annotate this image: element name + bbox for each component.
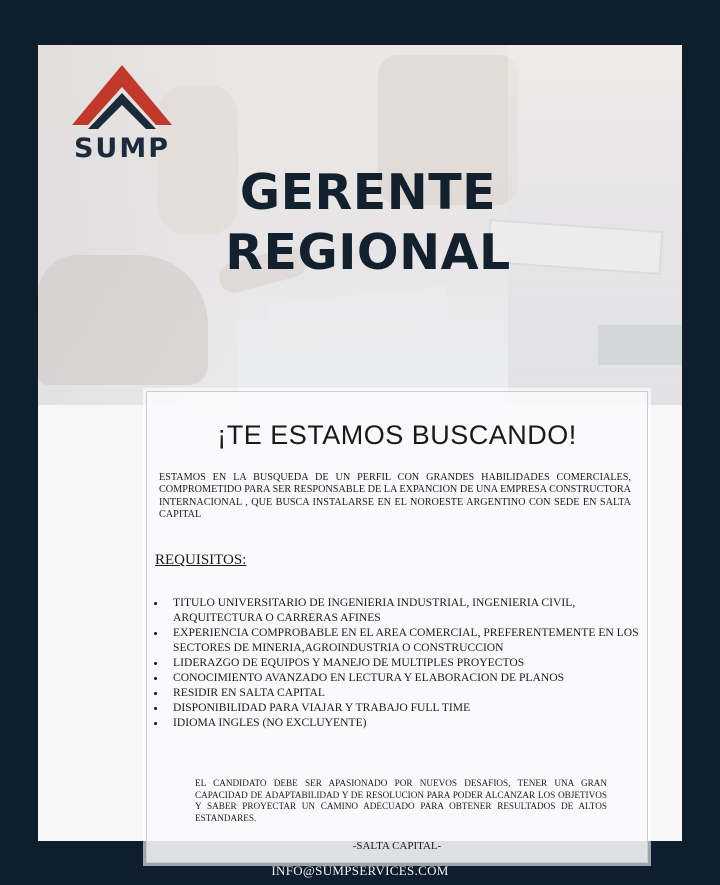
footer-email-link[interactable]: INFO@SUMPSERVICES.COM xyxy=(271,863,449,878)
footer-call-to-action: ¡ENVIANOS TU CV! xyxy=(324,850,396,859)
list-item: • TITULO UNIVERSITARIO DE INGENIERIA INDUSTRIAL, INGENIERIA CIVIL, ARQUITECTURA O CARRERAS AFINES xyxy=(167,595,653,625)
closing-paragraph: EL CANDIDATO DEBE SER APASIONADO POR NUEVOS DESAFIOS, TENER UNA GRAN CAPACIDAD DE ADAPTABILIDAD Y DE RESOLUCION PARA PODER ALCANZAR LOS OBJETIVOS Y SABER PROYECTAR UN CAMINO ADECUADO PARA OBTENER RESULTADOS DE ALTOS ESTANDARES. xyxy=(195,778,607,823)
list-item: • LIDERAZGO DE EQUIPOS Y MANEJO DE MULTIPLES PROYECTOS xyxy=(167,655,653,670)
job-poster xyxy=(38,45,682,852)
list-item: • IDIOMA INGLES (NO EXCLUYENTE) xyxy=(167,715,653,730)
page-title xyxy=(208,163,528,283)
title-line-2: REGIONAL xyxy=(225,224,511,281)
logo-text: SUMP xyxy=(73,133,171,164)
list-item: • EXPERIENCIA COMPROBABLE EN EL AREA COMERCIAL, PREFERENTEMENTE EN LOS SECTORES DE MINERIA,AGROINDUSTRIA O CONSTRUCCION xyxy=(167,625,653,655)
intro-paragraph: ESTAMOS EN LA BUSQUEDA DE UN PERFIL CON GRANDES HABILIDADES COMERCIALES, COMPROMETIDO PARA SER RESPONSABLE DE LA EXPANCION DE UNA EMPRESA CONSTRUCTORA INTERNACIONAL , QUE BUSCA INSTALARSE EN EL NOROESTE ARGENTINO CON SEDE EN SALTA CAPITAL xyxy=(159,472,631,521)
list-item: • RESIDIR EN SALTA CAPITAL xyxy=(167,685,653,700)
location-signoff: -SALTA CAPITAL- xyxy=(352,840,442,852)
requirements-heading: REQUISITOS: xyxy=(155,552,247,568)
list-item: • DISPONIBILIDAD PARA VIAJAR Y TRABAJO FULL TIME xyxy=(167,700,653,715)
logo-mark-icon xyxy=(72,63,172,129)
company-logo xyxy=(60,63,184,173)
requirements-list xyxy=(155,595,653,730)
job-description-card xyxy=(146,391,648,863)
title-line-1: GERENTE xyxy=(239,164,497,221)
list-item: • CONOCIMIENTO AVANZADO EN LECTURA Y ELABORACION DE PLANOS xyxy=(167,670,653,685)
headline: ¡TE ESTAMOS BUSCANDO! xyxy=(217,420,577,450)
